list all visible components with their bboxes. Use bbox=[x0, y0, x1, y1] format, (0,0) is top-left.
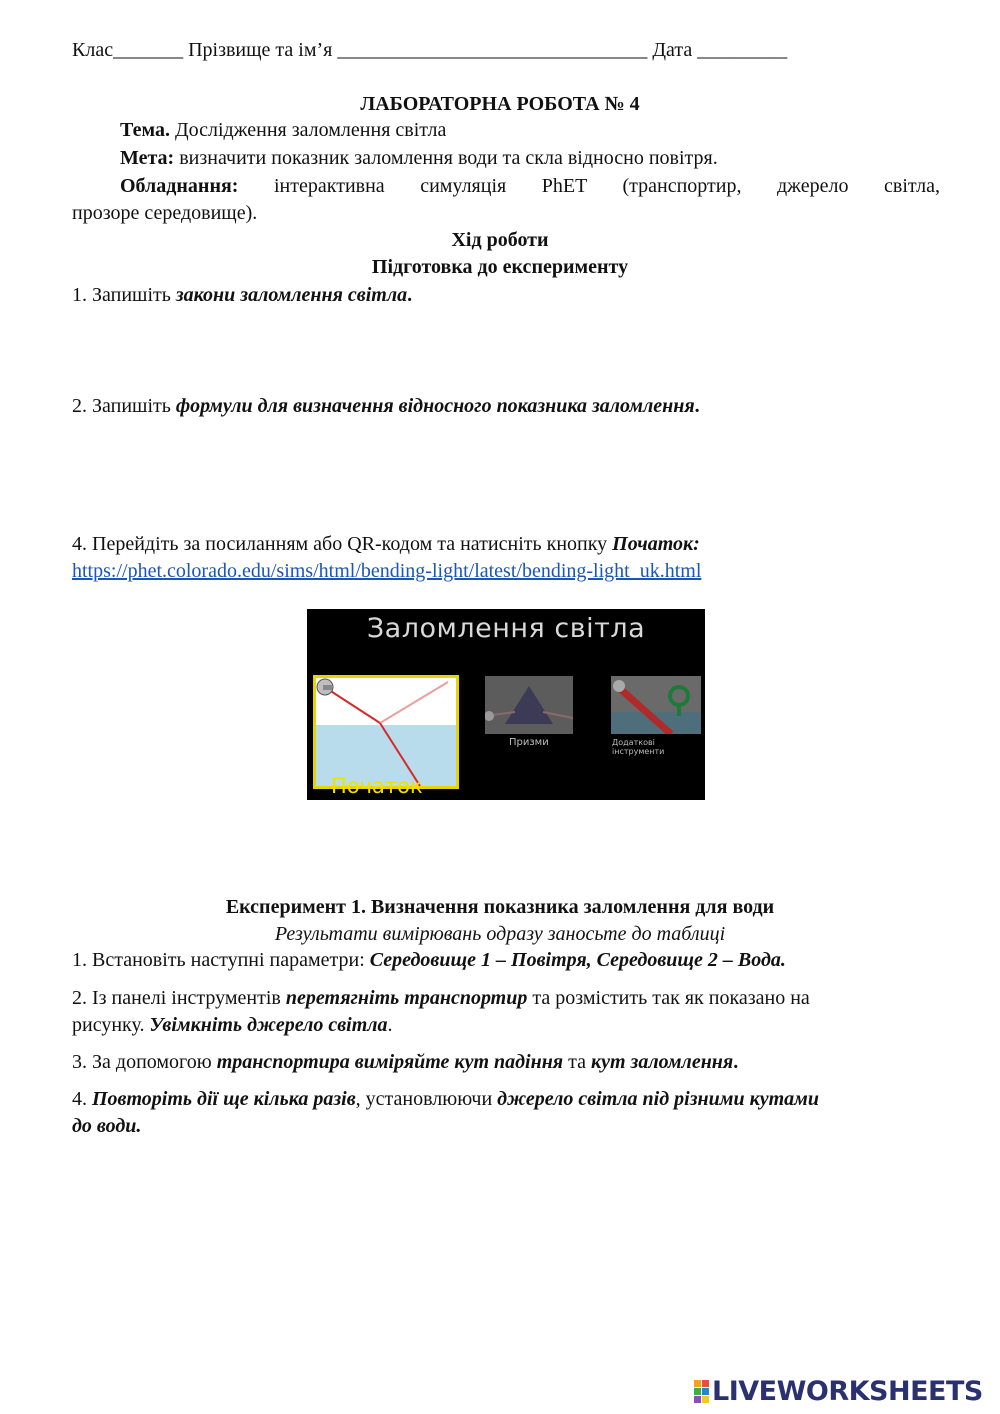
experiment1-step-4-cont: до води. bbox=[72, 1115, 142, 1137]
header-row bbox=[72, 37, 940, 63]
experiment1-step-2-cont: рисунку. Увімкніть джерело світла. bbox=[72, 1014, 393, 1036]
prisms-thumbnail[interactable] bbox=[485, 676, 573, 734]
goal-label: Мета: bbox=[120, 147, 175, 169]
laser-icon bbox=[314, 676, 336, 698]
equipment-text: інтерактивна симуляція PhET (транспортир, джерело світла, bbox=[238, 175, 940, 197]
experiment1-heading: Експеримент 1. Визначення показника заломлення для води bbox=[225, 896, 775, 918]
experiment1-subheading: Результати вимірювань одразу заносьте до таблиці bbox=[274, 923, 726, 945]
experiment1-step-1: 1. Встановіть наступні параметри: Середовище 1 – Повітря, Середовище 2 – Вода. bbox=[72, 949, 786, 971]
prep-item-1: 1. Запишіть закони заломлення світла. bbox=[72, 284, 413, 306]
phet-link-line bbox=[72, 558, 940, 584]
goal-text: визначити показник заломлення води та скла відносно повітря. bbox=[174, 147, 718, 169]
prep-item-4: 4. Перейдіть за посиланням або QR-кодом та натисніть кнопку Початок: bbox=[72, 533, 700, 555]
prep-heading: Підготовка до експерименту bbox=[371, 256, 629, 278]
equipment-line-2: прозоре середовище). bbox=[72, 202, 258, 224]
topic-label: Тема. bbox=[120, 119, 170, 141]
refraction-rays bbox=[316, 678, 456, 786]
experiment1-step-4: 4. Повторіть дії ще кілька разів, установлюючи джерело світла під різними кутами bbox=[72, 1088, 819, 1110]
more-tools-thumbnail[interactable] bbox=[611, 676, 701, 734]
liveworksheets-logo bbox=[694, 1376, 983, 1406]
class-field[interactable]: Клас_______ bbox=[72, 39, 184, 61]
equipment-label: Обладнання: bbox=[120, 175, 239, 197]
topic-text: Дослідження заломлення світла bbox=[169, 119, 447, 141]
sim-title: Заломлення світла bbox=[366, 613, 646, 644]
equipment-line bbox=[72, 173, 940, 199]
experiment1-step-3: 3. За допомогою транспортира виміряйте кут падіння та кут заломлення. bbox=[72, 1051, 739, 1073]
logo-text: LIVEWORKSHEETS bbox=[712, 1375, 983, 1407]
start-button[interactable]: Початок bbox=[331, 774, 423, 798]
prep-item-2: 2. Запишіть формули для визначення відносного показника заломлення. bbox=[72, 395, 700, 417]
procedure-heading: Хід роботи bbox=[451, 229, 549, 251]
experiment1-step-2: 2. Із панелі інструментів перетягніть транспортир та розмістить так як показано на bbox=[72, 987, 810, 1009]
logo-blocks-icon bbox=[694, 1380, 709, 1403]
prisms-label: Призми bbox=[509, 737, 549, 748]
phet-link[interactable]: https://phet.colorado.edu/sims/html/bending-light/latest/bending-light_uk.html bbox=[72, 560, 702, 582]
topic-line bbox=[72, 117, 940, 143]
goal-line bbox=[72, 145, 940, 171]
tools-icon bbox=[611, 676, 701, 734]
more-tools-label: Додаткові інструменти bbox=[612, 738, 665, 756]
prism-icon bbox=[485, 676, 573, 734]
page-title: ЛАБОРАТОРНА РОБОТА № 4 bbox=[360, 93, 640, 115]
name-field[interactable]: Прізвище та ім’я _______________________________ bbox=[188, 39, 648, 61]
intro-thumbnail[interactable] bbox=[313, 675, 459, 789]
simulation-screenshot bbox=[307, 609, 705, 800]
date-field[interactable]: Дата _________ bbox=[652, 39, 788, 61]
